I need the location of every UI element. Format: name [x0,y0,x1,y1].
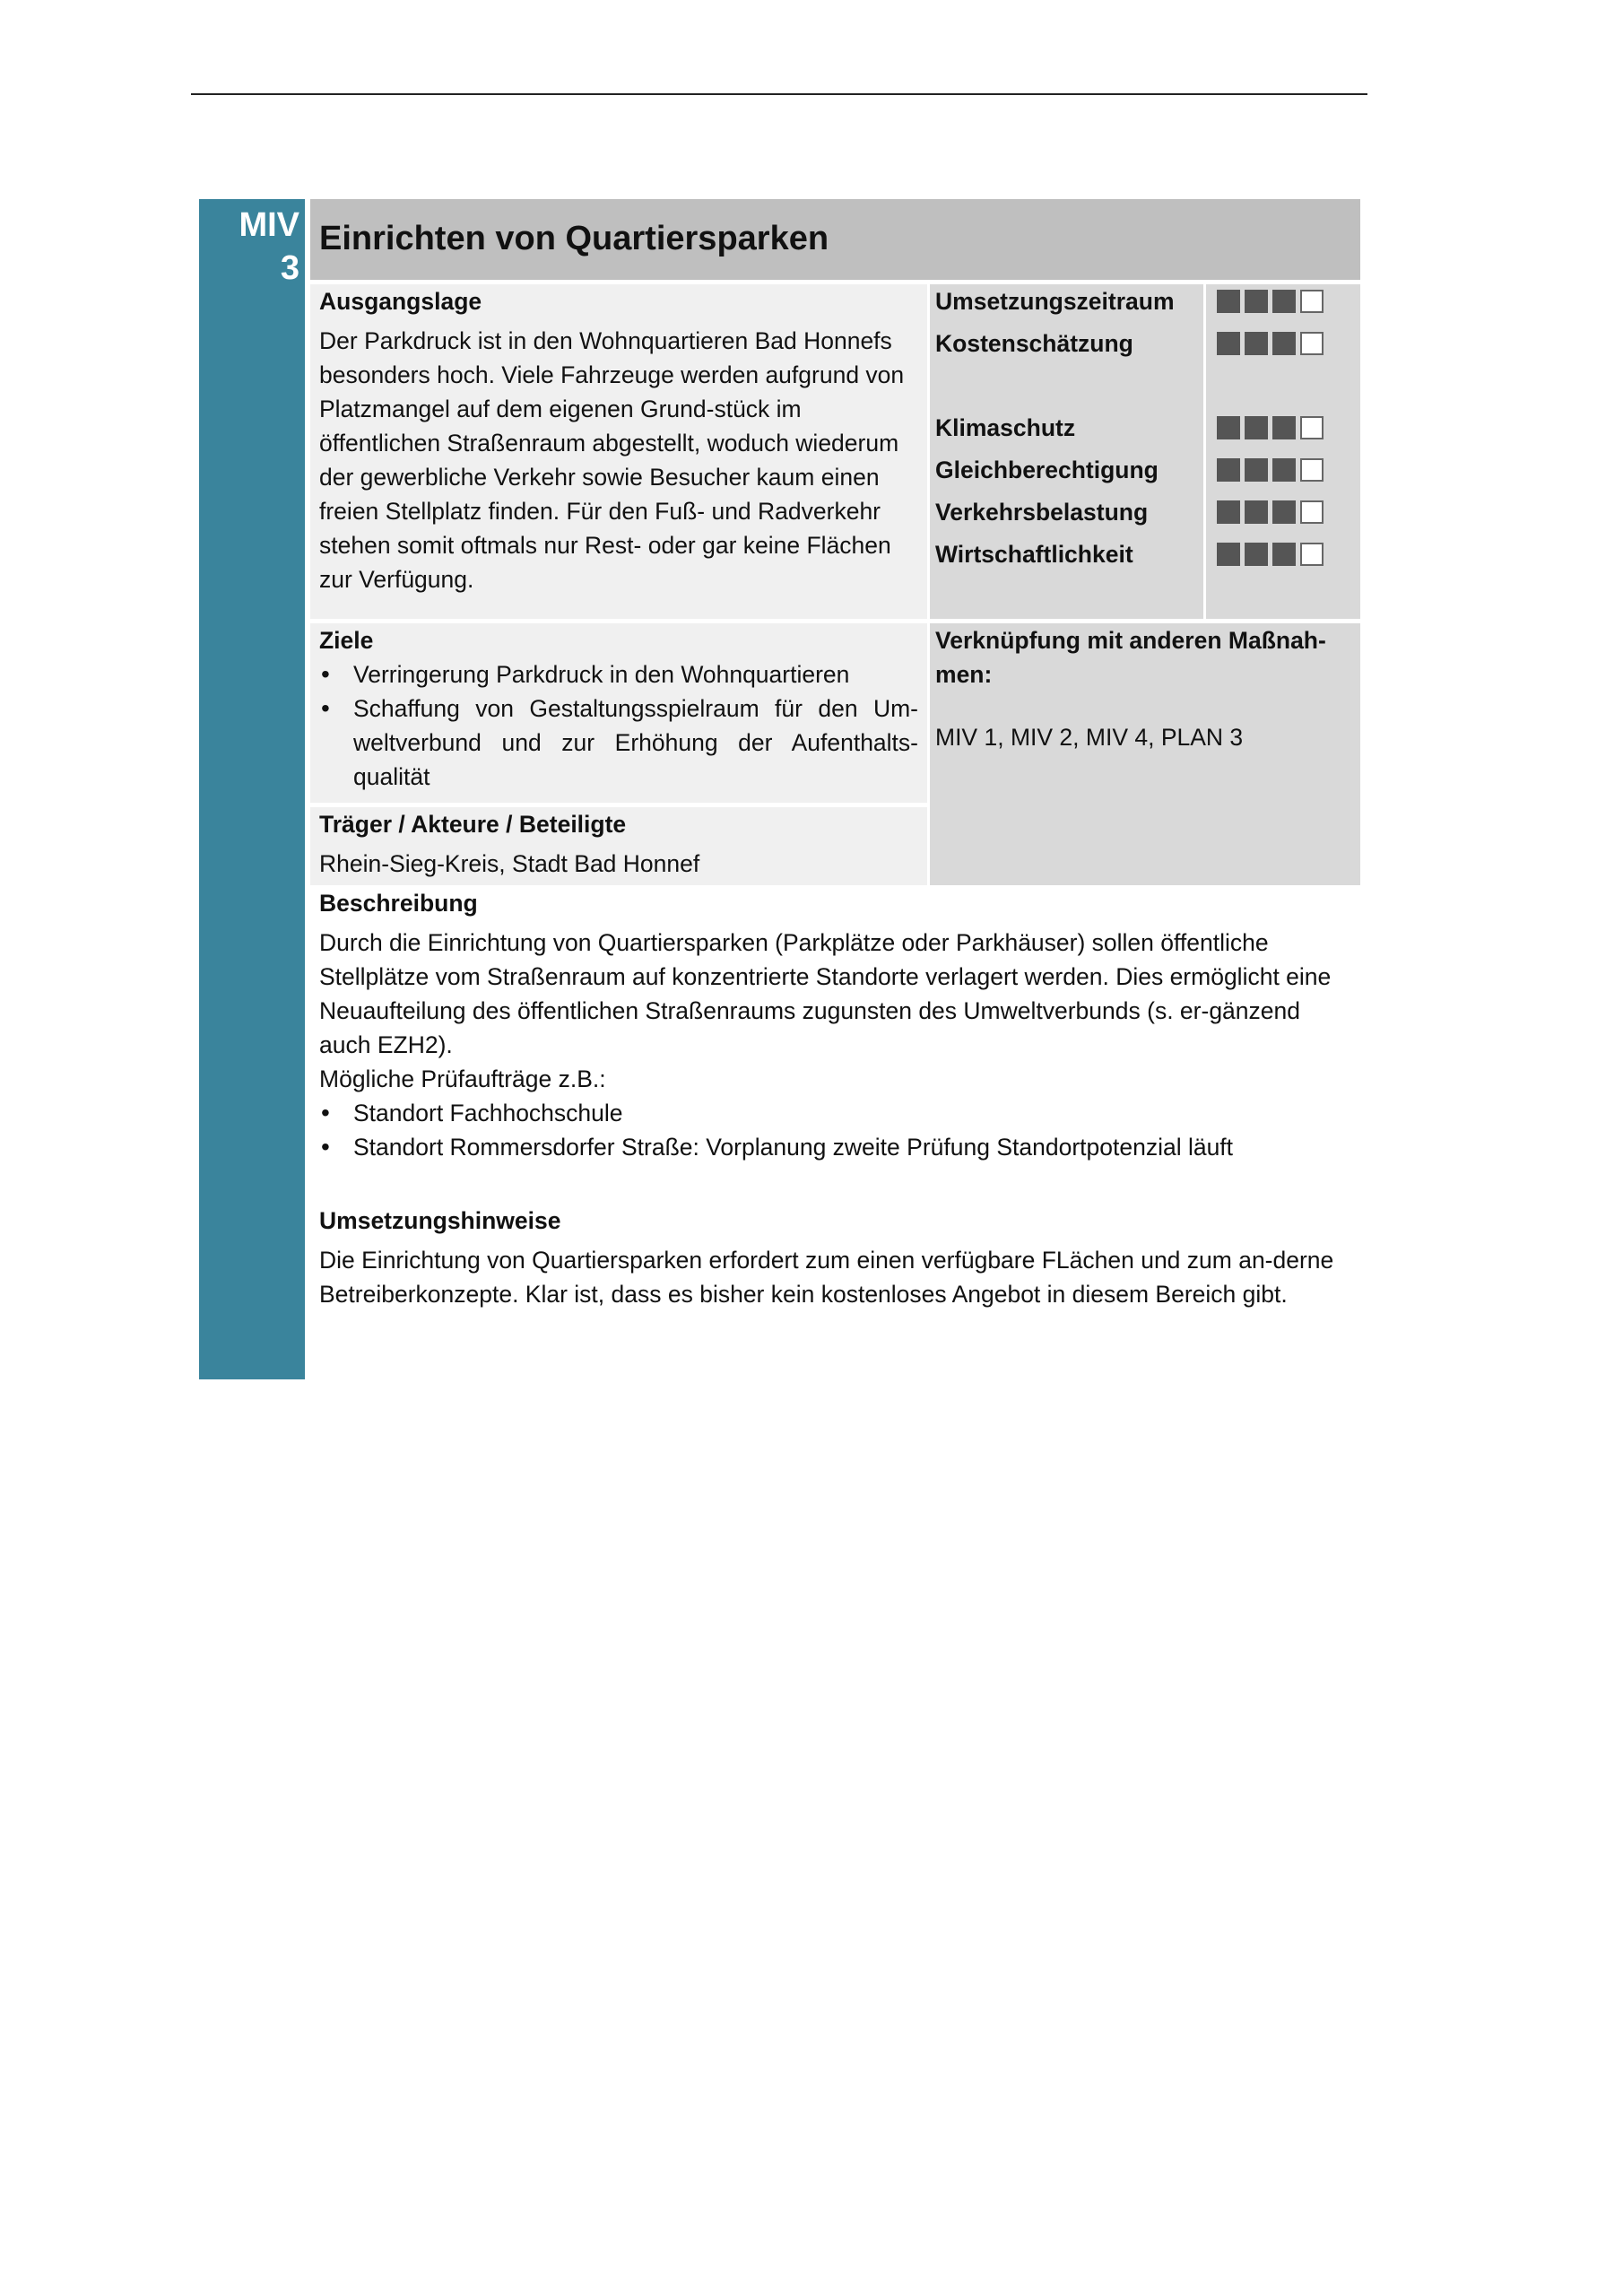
rating-gleichberechtigung [1217,458,1360,500]
rating-square-filled [1272,290,1296,313]
rating-square-filled [1217,416,1240,439]
ausgangslage-heading: Ausgangslage [319,288,482,315]
list-item: • Standort Rommersdorfer Straße: Vorplanung zweite Prüfung Standortpotenzial läuft [319,1130,1351,1164]
pruefauftraege-intro: Mögliche Prüfaufträge z.B.: [319,1065,606,1092]
ziele-list [319,657,918,794]
rating-square-filled [1272,543,1296,566]
header-rule [191,93,1367,95]
title-bar [310,199,1360,280]
verknuepfung-text: MIV 1, MIV 2, MIV 4, PLAN 3 [935,724,1244,751]
criterion-label-gleichberechtigung: Gleichberechtigung [935,457,1159,483]
rating-square-filled [1217,290,1240,313]
measure-code-prefix: MIV [239,206,299,244]
criterion-label-verkehrsbelastung: Verkehrsbelastung [935,499,1149,526]
measure-code [199,199,305,1379]
rating-square-filled [1272,416,1296,439]
rating-square-filled [1217,458,1240,482]
rating-square-empty [1300,458,1324,482]
ziele-heading: Ziele [319,627,374,654]
rating-square-filled [1245,332,1268,355]
criteria-ratings [1206,284,1360,619]
criterion-label-umsetzungszeitraum: Umsetzungszeitraum [935,288,1175,315]
section-verknuepfung [930,623,1360,885]
rating-square-filled [1245,290,1268,313]
rating-square-filled [1272,500,1296,524]
umsetzung-text: Die Einrichtung von Quartiersparken erfordert zum einen verfügbare FLächen und zum an-derne Betreiberkonzepte. Klar ist, dass es bisher kein kostenloses Angebot in diesem Bereich gibt. [319,1247,1334,1308]
rating-square-filled [1217,543,1240,566]
rating-square-filled [1245,416,1268,439]
measure-code-number: 3 [280,249,299,287]
section-ziele [310,623,927,803]
list-item: • Verringerung Parkdruck in den Wohnquartieren [319,657,918,691]
section-beschreibung [310,886,1360,1311]
traeger-text: Rhein-Sieg-Kreis, Stadt Bad Honnef [319,850,700,877]
section-traeger [310,807,927,885]
traeger-heading: Träger / Akteure / Beteiligte [319,811,627,838]
rating-square-empty [1300,416,1324,439]
verknuepfung-heading: Verknüpfung mit anderen Maßnah-men: [935,627,1326,688]
ausgangslage-text: Der Parkdruck ist in den Wohnquartieren Bad Honnefs besonders hoch. Viele Fahrzeuge werden aufgrund von Platzmangel auf dem eigenen Grund-stück im öffentlichen Straßenraum abgestellt, woduch wiederum der gewerbliche Verkehr sowie Besucher kaum einen freien Stellplatz finden. Für den Fuß- und Radverkehr stehen somit oftmals nur Rest- oder gar keine Flächen zur Verfügung. [319,327,905,593]
rating-square-empty [1300,290,1324,313]
criterion-label-klimaschutz: Klimaschutz [935,414,1076,441]
umsetzung-heading: Umsetzungshinweise [319,1207,561,1234]
rating-square-empty [1300,332,1324,355]
list-item: • Schaffung von Gestaltungsspielraum für den Um-weltverbund und zur Erhöhung der Aufenthalts-qualität [319,691,918,794]
rating-square-filled [1245,543,1268,566]
pruefauftraege-list [319,1096,1351,1164]
rating-verkehrsbelastung [1217,500,1360,543]
rating-klimaschutz [1217,416,1360,458]
rating-square-filled [1217,332,1240,355]
rating-wirtschaftlichkeit [1217,543,1360,585]
rating-square-empty [1300,500,1324,524]
rating-square-filled [1245,500,1268,524]
list-item: • Standort Fachhochschule [319,1096,1351,1130]
rating-square-filled [1245,458,1268,482]
criteria-labels [930,284,1203,619]
beschreibung-text: Durch die Einrichtung von Quartiersparken (Parkplätze oder Parkhäuser) sollen öffentliche Stellplätze vom Straßenraum auf konzentrierte Standorte verlagert werden. Dies ermöglicht eine Neuaufteilung des öffentlichen Straßenraums zugunsten des Umweltverbunds (s. er-gänzend auch EZH2). [319,929,1332,1058]
criterion-label-kostenschaetzung: Kostenschätzung [935,330,1133,357]
criterion-label-wirtschaftlichkeit: Wirtschaftlichkeit [935,541,1133,568]
rating-kostenschaetzung [1217,332,1360,374]
rating-square-filled [1217,500,1240,524]
beschreibung-heading: Beschreibung [319,890,478,917]
rating-square-filled [1272,458,1296,482]
rating-square-filled [1272,332,1296,355]
section-ausgangslage [310,284,927,619]
rating-square-empty [1300,543,1324,566]
measure-title: Einrichten von Quartiersparken [319,220,829,257]
rating-umsetzungszeitraum [1217,290,1360,332]
